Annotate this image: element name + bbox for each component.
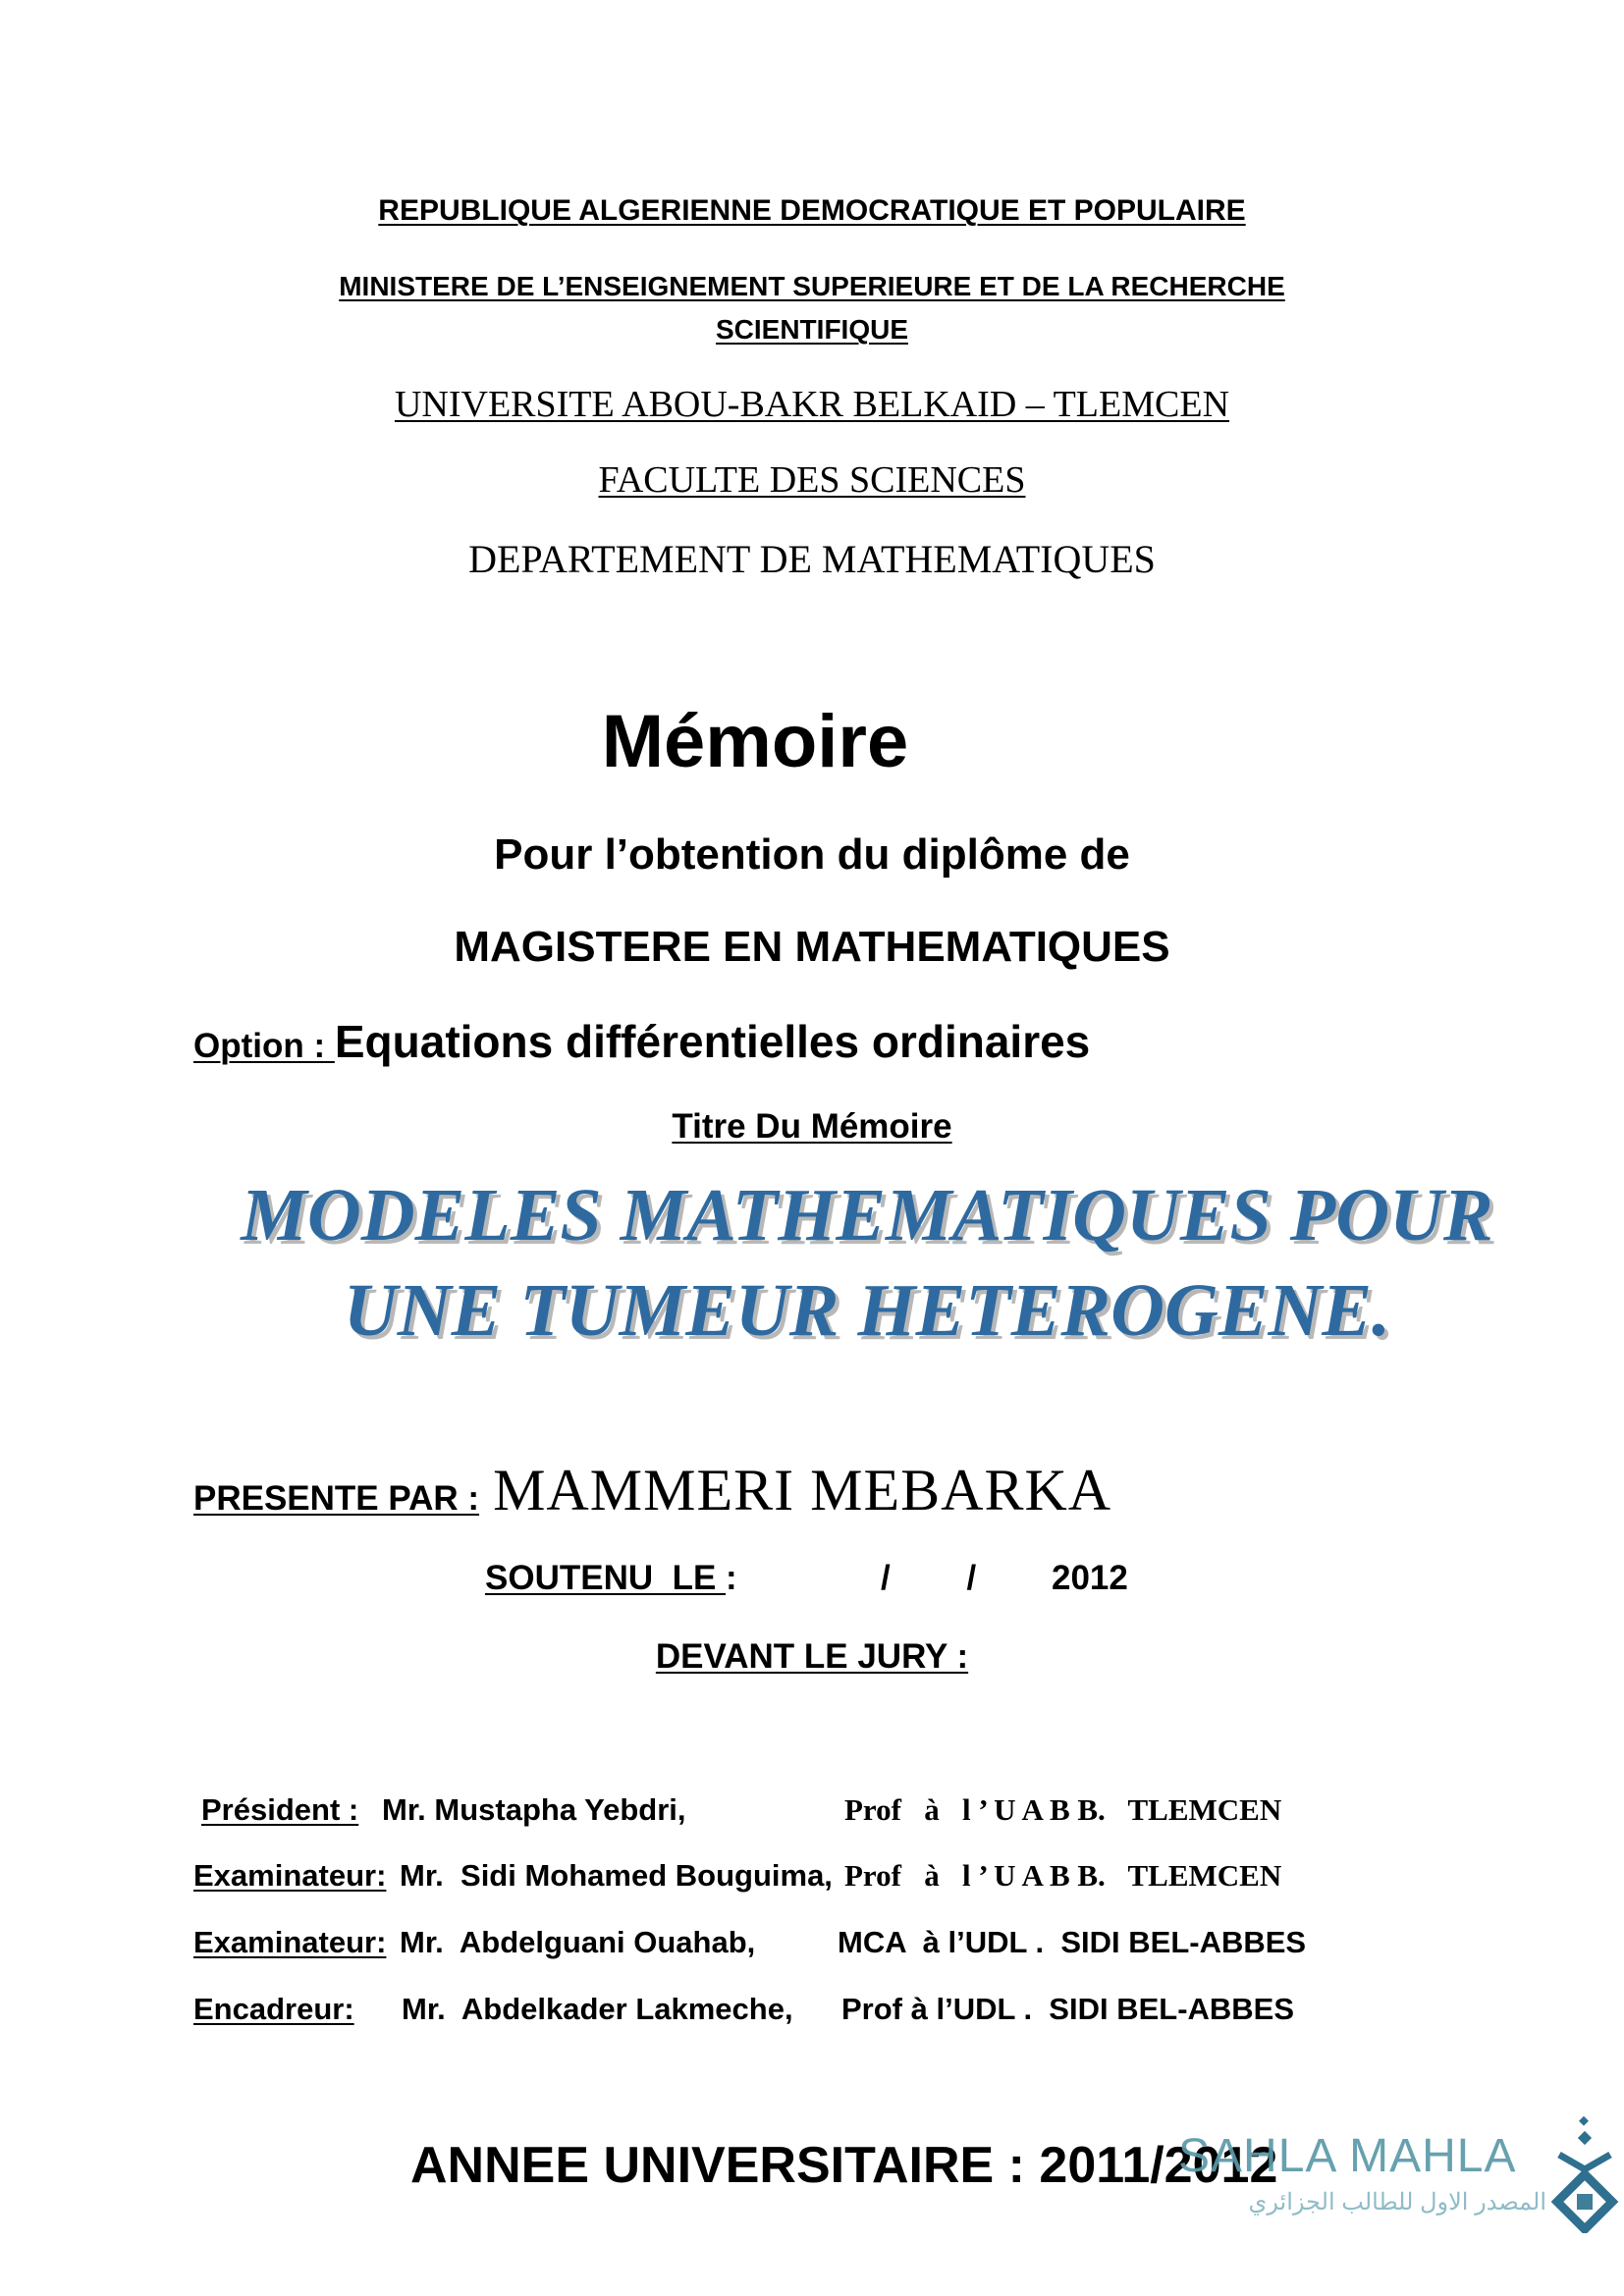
presented-by-line [193, 1457, 1111, 1524]
jury-affiliation: Prof à l ’ U A B B. TLEMCEN [844, 1792, 1282, 1827]
thesis-title-line-2: UNE TUMEUR HETEROGENE. [343, 1269, 1391, 1352]
ministry-line-1: MINISTERE DE L’ENSEIGNEMENT SUPERIEURE ET DE LA RECHERCHE [339, 271, 1285, 301]
jury-role: Examinateur: [193, 1925, 387, 1959]
defense-year: 2012 [1052, 1559, 1128, 1597]
jury-name: Mr. Mustapha Yebdri, [382, 1792, 686, 1827]
watermark-brand: SAHLA MAHLA [1178, 2130, 1517, 2182]
ministry-line-2: SCIENTIFIQUE [715, 314, 908, 345]
faculty-name: FACULTE DES SCIENCES [598, 459, 1026, 501]
university-name: UNIVERSITE ABOU-BAKR BELKAID – TLEMCEN [394, 384, 1230, 425]
jury-name: Mr. Sidi Mohamed Bouguima, [400, 1858, 833, 1893]
watermark-tagline: المصدر الاول للطالب الجزائري [1248, 2189, 1546, 2216]
defended-label: SOUTENU LE [485, 1559, 727, 1597]
jury-role: Président : [201, 1792, 359, 1827]
thesis-title-line-1: MODELES MATHEMATIQUES POUR [241, 1174, 1493, 1256]
jury-affiliation: Prof à l’UDL . SIDI BEL-ABBES [841, 1992, 1295, 2026]
option-label: Option : [193, 1027, 335, 1065]
date-slashes: / / [881, 1559, 977, 1597]
calligraphy-logo-icon [1551, 2115, 1620, 2233]
memoire-heading: Mémoire [601, 700, 909, 783]
academic-year: ANNEE UNIVERSITAIRE : 2011/2012 [410, 2137, 1278, 2194]
option-value: Equations différentielles ordinaires [334, 1016, 1091, 1067]
title-label: Titre Du Mémoire [672, 1107, 952, 1146]
sahla-mahla-watermark [1178, 2125, 1620, 2233]
jury-affiliation: MCA à l’UDL . SIDI BEL-ABBES [838, 1925, 1307, 1959]
author-name: MAMMERI MEBARKA [493, 1458, 1112, 1522]
defense-date-line [485, 1559, 1128, 1598]
jury-name: Mr. Abdelguani Ouahab, [400, 1925, 756, 1959]
department-name: DEPARTEMENT DE MATHEMATIQUES [468, 537, 1156, 581]
degree-text: MAGISTERE EN MATHEMATIQUES [454, 923, 1170, 971]
jury-heading: DEVANT LE JURY : [655, 1637, 969, 1676]
jury-role: Encadreur: [193, 1992, 354, 2026]
presented-label: PRESENTE PAR : [193, 1479, 480, 1518]
republic-heading: REPUBLIQUE ALGERIENNE DEMOCRATIQUE ET POPULAIRE [378, 194, 1246, 227]
defended-colon: : [726, 1559, 737, 1597]
jury-affiliation: Prof à l ’ U A B B. TLEMCEN [844, 1858, 1282, 1893]
purpose-text: Pour l’obtention du diplôme de [494, 830, 1130, 879]
jury-role: Examinateur: [193, 1858, 387, 1893]
jury-name: Mr. Abdelkader Lakmeche, [402, 1992, 793, 2026]
option-line [193, 1015, 1090, 1068]
